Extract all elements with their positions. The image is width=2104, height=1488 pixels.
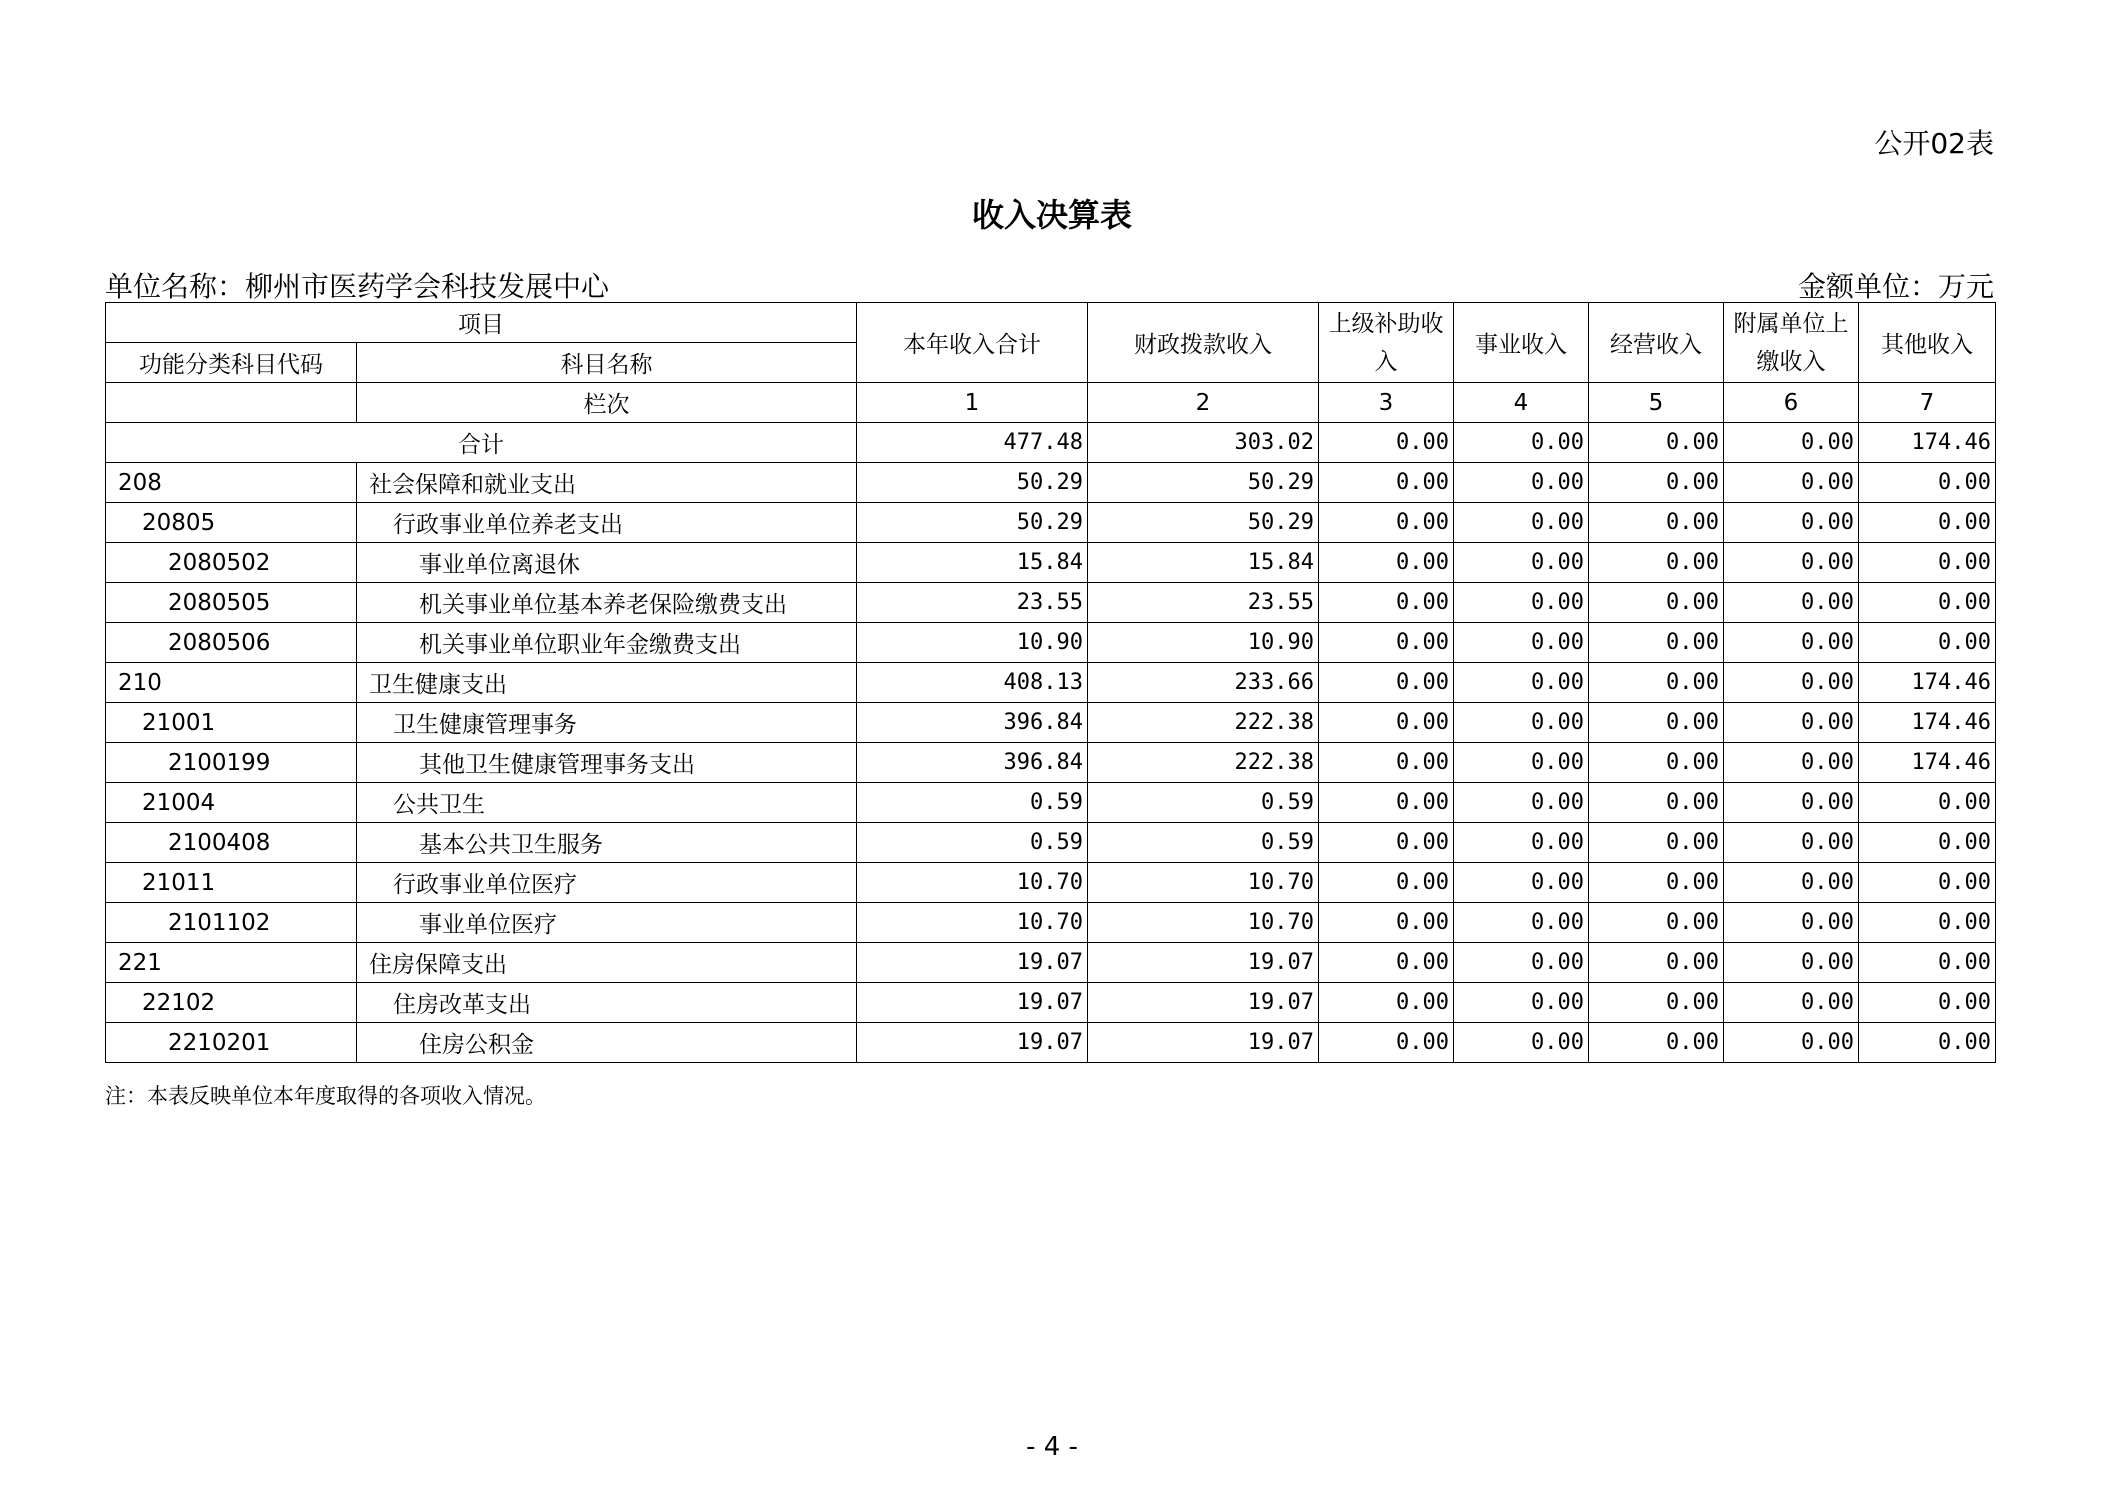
amount-cell: 0.00 <box>1589 463 1724 503</box>
amount-cell: 396.84 <box>857 703 1088 743</box>
amount-cell: 174.46 <box>1859 703 1996 743</box>
total-value: 303.02 <box>1088 423 1319 463</box>
amount-cell: 0.00 <box>1724 623 1859 663</box>
table-row <box>106 583 1996 623</box>
amount-cell: 50.29 <box>857 503 1088 543</box>
amount-cell: 0.00 <box>1724 583 1859 623</box>
amount-cell: 0.00 <box>1859 623 1996 663</box>
amount-cell: 0.00 <box>1859 943 1996 983</box>
amount-cell: 23.55 <box>857 583 1088 623</box>
amount-cell: 0.00 <box>1724 783 1859 823</box>
func-code-cell: 2080502 <box>106 543 357 583</box>
table-row <box>106 1023 1996 1063</box>
column-number: 4 <box>1454 383 1589 423</box>
amount-cell: 0.00 <box>1319 543 1454 583</box>
amount-cell: 0.00 <box>1589 503 1724 543</box>
amount-cell: 0.00 <box>1454 583 1589 623</box>
total-value: 477.48 <box>857 423 1088 463</box>
subject-name-cell: 卫生健康管理事务 <box>357 703 857 743</box>
amount-cell: 0.00 <box>1589 863 1724 903</box>
amount-cell: 0.59 <box>1088 823 1319 863</box>
header-business: 事业收入 <box>1454 303 1589 383</box>
total-row <box>106 423 1996 463</box>
amount-cell: 0.00 <box>1454 983 1589 1023</box>
subject-name-cell: 社会保障和就业支出 <box>357 463 857 503</box>
total-value: 0.00 <box>1319 423 1454 463</box>
amount-cell: 10.90 <box>857 623 1088 663</box>
amount-cell: 0.00 <box>1454 703 1589 743</box>
amount-cell: 0.00 <box>1319 663 1454 703</box>
header-fiscal: 财政拨款收入 <box>1088 303 1319 383</box>
amount-cell: 0.00 <box>1724 703 1859 743</box>
amount-cell: 10.90 <box>1088 623 1319 663</box>
func-code-cell: 2100199 <box>106 743 357 783</box>
subject-name-cell: 行政事业单位养老支出 <box>357 503 857 543</box>
func-code-cell: 221 <box>106 943 357 983</box>
amount-cell: 0.00 <box>1724 863 1859 903</box>
amount-cell: 0.00 <box>1319 1023 1454 1063</box>
func-code-cell: 20805 <box>106 503 357 543</box>
amount-cell: 0.00 <box>1319 703 1454 743</box>
header-other: 其他收入 <box>1859 303 1996 383</box>
amount-cell: 0.00 <box>1724 663 1859 703</box>
page-number: - 4 - <box>1026 1432 1078 1462</box>
amount-cell: 0.00 <box>1589 823 1724 863</box>
amount-cell: 19.07 <box>857 943 1088 983</box>
amount-cell: 0.00 <box>1724 743 1859 783</box>
amount-cell: 0.00 <box>1589 703 1724 743</box>
column-number: 2 <box>1088 383 1319 423</box>
amount-cell: 0.00 <box>1859 983 1996 1023</box>
amount-cell: 19.07 <box>857 1023 1088 1063</box>
amount-cell: 0.00 <box>1319 983 1454 1023</box>
amount-cell: 0.00 <box>1724 463 1859 503</box>
total-value: 0.00 <box>1589 423 1724 463</box>
subject-name-cell: 卫生健康支出 <box>357 663 857 703</box>
amount-cell: 19.07 <box>857 983 1088 1023</box>
amount-cell: 0.00 <box>1589 983 1724 1023</box>
func-code-cell: 2080505 <box>106 583 357 623</box>
footnote: 注：本表反映单位本年度取得的各项收入情况。 <box>105 1084 546 1108</box>
amount-cell: 0.00 <box>1859 783 1996 823</box>
amount-cell: 0.00 <box>1319 863 1454 903</box>
amount-cell: 0.00 <box>1859 823 1996 863</box>
amount-cell: 0.00 <box>1859 463 1996 503</box>
subject-name-cell: 基本公共卫生服务 <box>357 823 857 863</box>
amount-cell: 0.00 <box>1454 783 1589 823</box>
amount-cell: 0.00 <box>1724 903 1859 943</box>
header-subject-name: 科目名称 <box>357 343 857 383</box>
amount-cell: 0.00 <box>1454 823 1589 863</box>
amount-cell: 0.00 <box>1454 663 1589 703</box>
amount-cell: 50.29 <box>1088 503 1319 543</box>
subject-name-cell: 公共卫生 <box>357 783 857 823</box>
table-row <box>106 823 1996 863</box>
amount-cell: 15.84 <box>857 543 1088 583</box>
amount-cell: 174.46 <box>1859 743 1996 783</box>
header-project: 项目 <box>106 303 857 343</box>
subject-name-cell: 住房公积金 <box>357 1023 857 1063</box>
subject-name-cell: 机关事业单位基本养老保险缴费支出 <box>357 583 857 623</box>
amount-cell: 396.84 <box>857 743 1088 783</box>
amount-cell: 0.00 <box>1859 863 1996 903</box>
amount-cell: 10.70 <box>1088 903 1319 943</box>
amount-cell: 0.00 <box>1454 543 1589 583</box>
header-func-code: 功能分类科目代码 <box>106 343 357 383</box>
amount-cell: 0.00 <box>1319 743 1454 783</box>
column-number: 6 <box>1724 383 1859 423</box>
amount-cell: 0.00 <box>1724 503 1859 543</box>
table-row <box>106 543 1996 583</box>
total-value: 0.00 <box>1724 423 1859 463</box>
func-code-cell: 21004 <box>106 783 357 823</box>
column-number: 7 <box>1859 383 1996 423</box>
subject-name-cell: 行政事业单位医疗 <box>357 863 857 903</box>
table-row <box>106 463 1996 503</box>
func-code-cell: 2080506 <box>106 623 357 663</box>
amount-cell: 19.07 <box>1088 943 1319 983</box>
amount-cell: 23.55 <box>1088 583 1319 623</box>
page-title: 收入决算表 <box>971 196 1132 234</box>
table-row <box>106 983 1996 1023</box>
amount-cell: 0.00 <box>1454 623 1589 663</box>
column-number: 5 <box>1589 383 1724 423</box>
amount-cell: 0.00 <box>1589 1023 1724 1063</box>
amount-cell: 0.00 <box>1319 943 1454 983</box>
amount-cell: 174.46 <box>1859 663 1996 703</box>
column-number-row <box>106 383 1996 423</box>
amount-cell: 0.00 <box>1589 783 1724 823</box>
column-row-label: 栏次 <box>357 383 857 423</box>
amount-cell: 0.00 <box>1859 543 1996 583</box>
subject-name-cell: 其他卫生健康管理事务支出 <box>357 743 857 783</box>
func-code-cell: 2100408 <box>106 823 357 863</box>
amount-cell: 0.00 <box>1589 583 1724 623</box>
table-row <box>106 703 1996 743</box>
amount-cell: 0.00 <box>1589 943 1724 983</box>
table-row <box>106 783 1996 823</box>
unit-name: 单位名称：柳州市医药学会科技发展中心 <box>105 270 610 303</box>
amount-cell: 0.00 <box>1724 823 1859 863</box>
table-row <box>106 663 1996 703</box>
amount-cell: 0.00 <box>1319 903 1454 943</box>
amount-cell: 0.00 <box>1319 823 1454 863</box>
amount-cell: 0.00 <box>1859 1023 1996 1063</box>
amount-cell: 19.07 <box>1088 983 1319 1023</box>
amount-cell: 0.00 <box>1589 743 1724 783</box>
func-code-cell: 21001 <box>106 703 357 743</box>
amount-cell: 50.29 <box>857 463 1088 503</box>
total-value: 0.00 <box>1454 423 1589 463</box>
amount-cell: 0.59 <box>1088 783 1319 823</box>
amount-cell: 0.00 <box>1589 903 1724 943</box>
amount-cell: 0.00 <box>1859 503 1996 543</box>
subject-name-cell: 事业单位离退休 <box>357 543 857 583</box>
header-operating: 经营收入 <box>1589 303 1724 383</box>
amount-cell: 0.00 <box>1454 1023 1589 1063</box>
func-code-cell: 2101102 <box>106 903 357 943</box>
amount-cell: 0.00 <box>1724 1023 1859 1063</box>
amount-cell: 0.59 <box>857 783 1088 823</box>
amount-cell: 0.00 <box>1319 623 1454 663</box>
amount-cell: 10.70 <box>857 863 1088 903</box>
table-row <box>106 863 1996 903</box>
func-code-cell: 2210201 <box>106 1023 357 1063</box>
subject-name-cell: 住房改革支出 <box>357 983 857 1023</box>
amount-unit: 金额单位：万元 <box>1797 270 1994 303</box>
func-code-cell: 22102 <box>106 983 357 1023</box>
table-code: 公开02表 <box>1874 127 1994 160</box>
amount-cell: 408.13 <box>857 663 1088 703</box>
amount-cell: 0.00 <box>1454 503 1589 543</box>
header-row-1 <box>106 303 1996 343</box>
total-value: 174.46 <box>1859 423 1996 463</box>
header-affiliated: 附属单位上缴收入 <box>1724 303 1859 383</box>
amount-cell: 0.00 <box>1454 863 1589 903</box>
amount-cell: 0.00 <box>1724 983 1859 1023</box>
amount-cell: 0.00 <box>1454 943 1589 983</box>
amount-cell: 19.07 <box>1088 1023 1319 1063</box>
amount-cell: 0.59 <box>857 823 1088 863</box>
amount-cell: 0.00 <box>1454 463 1589 503</box>
amount-cell: 0.00 <box>1589 623 1724 663</box>
amount-cell: 10.70 <box>1088 863 1319 903</box>
subject-name-cell: 机关事业单位职业年金缴费支出 <box>357 623 857 663</box>
table-row <box>106 903 1996 943</box>
table-row <box>106 743 1996 783</box>
table-row <box>106 503 1996 543</box>
table-row <box>106 943 1996 983</box>
func-code-cell: 208 <box>106 463 357 503</box>
column-number: 3 <box>1319 383 1454 423</box>
amount-cell: 10.70 <box>857 903 1088 943</box>
amount-cell: 0.00 <box>1859 903 1996 943</box>
amount-cell: 0.00 <box>1319 783 1454 823</box>
amount-cell: 0.00 <box>1724 543 1859 583</box>
amount-cell: 0.00 <box>1319 583 1454 623</box>
amount-cell: 15.84 <box>1088 543 1319 583</box>
amount-cell: 0.00 <box>1589 663 1724 703</box>
amount-cell: 0.00 <box>1319 463 1454 503</box>
subject-name-cell: 事业单位医疗 <box>357 903 857 943</box>
amount-cell: 0.00 <box>1454 903 1589 943</box>
table-row <box>106 623 1996 663</box>
amount-cell: 0.00 <box>1724 943 1859 983</box>
func-code-cell: 210 <box>106 663 357 703</box>
header-total-income: 本年收入合计 <box>857 303 1088 383</box>
amount-cell: 0.00 <box>1589 543 1724 583</box>
amount-cell: 233.66 <box>1088 663 1319 703</box>
income-table <box>105 302 1996 1063</box>
header-superior-subsidy: 上级补助收入 <box>1319 303 1454 383</box>
amount-cell: 0.00 <box>1454 743 1589 783</box>
amount-cell: 50.29 <box>1088 463 1319 503</box>
amount-cell: 222.38 <box>1088 743 1319 783</box>
total-label: 合计 <box>106 423 857 463</box>
amount-cell: 0.00 <box>1859 583 1996 623</box>
func-code-cell: 21011 <box>106 863 357 903</box>
amount-cell: 222.38 <box>1088 703 1319 743</box>
empty-cell <box>106 383 357 423</box>
column-number: 1 <box>857 383 1088 423</box>
subject-name-cell: 住房保障支出 <box>357 943 857 983</box>
amount-cell: 0.00 <box>1319 503 1454 543</box>
